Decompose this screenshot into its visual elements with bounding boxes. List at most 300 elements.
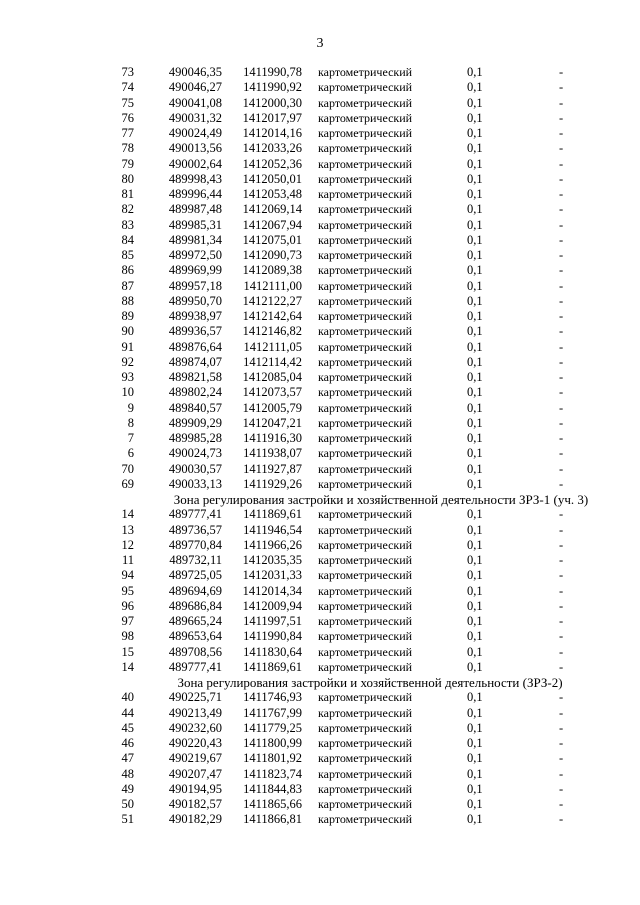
table-row [0,812,640,827]
coordinate-y: 1412053,48 [242,187,302,201]
coordinate-y: 1411990,84 [243,629,302,644]
coordinate-y: 1411865,66 [243,797,302,811]
dash-cell: - [559,110,564,125]
point-number: 85 [121,248,134,262]
dash-cell: - [559,126,564,140]
table-row [0,309,640,324]
accuracy-cell: 0,1 [467,797,483,811]
method-cell: картометрический [318,553,413,567]
table-row [0,568,640,583]
point-number: 79 [121,156,134,171]
coordinate-y: 1411830,64 [243,644,302,659]
coordinate-x: 490219,67 [168,751,222,766]
method-cell: картометрический [318,95,413,110]
method-cell: картометрический [318,385,413,400]
dash-cell: - [559,339,564,354]
coordinate-y: 1412114,42 [243,354,302,369]
coordinate-y: 1412111,05 [243,339,302,354]
table-row [0,294,640,309]
coordinate-y: 1411990,78 [243,65,302,79]
coordinate-x: 489665,24 [168,614,222,628]
method-cell: картометрический [318,797,413,811]
dash-cell: - [559,629,564,644]
table-row [0,782,640,797]
coordinate-x: 489802,24 [168,385,222,400]
table-row [0,340,640,355]
coordinate-x: 489972,50 [168,248,222,262]
accuracy-cell: 0,1 [467,812,483,827]
dash-cell: - [559,324,564,339]
coordinate-y: 1412090,73 [242,248,302,262]
coordinate-y: 1411946,54 [243,522,302,537]
method-cell: картометрический [318,705,413,720]
coordinate-x: 489694,69 [168,583,222,598]
method-cell: картометрический [318,568,413,583]
dash-cell: - [559,537,564,552]
table-row [0,187,640,202]
accuracy-cell: 0,1 [467,80,483,95]
method-cell: картометрический [318,629,413,644]
method-cell: картометрический [318,736,413,750]
zone-heading [0,492,640,507]
table-row [0,385,640,400]
method-cell: картометрический [318,690,413,705]
dash-cell: - [559,705,564,720]
accuracy-cell: 0,1 [467,324,483,339]
coordinate-y: 1411779,25 [243,720,302,735]
coordinate-x: 489950,70 [168,293,222,308]
point-number: 75 [121,95,134,110]
accuracy-cell: 0,1 [467,263,483,278]
accuracy-cell: 0,1 [467,583,483,598]
table-row [0,431,640,446]
point-number: 90 [121,324,134,339]
coordinate-y: 1411823,74 [243,766,302,781]
coordinate-y: 1412017,97 [242,110,302,125]
accuracy-cell: 0,1 [467,141,483,156]
coordinate-x: 489969,99 [168,263,222,278]
dash-cell: - [559,248,564,262]
method-cell: картометрический [318,400,413,415]
point-number: 80 [121,171,134,186]
method-cell: картометрический [318,126,413,140]
coordinate-x: 489876,64 [168,339,222,354]
coordinate-x: 490024,49 [168,126,222,140]
coordinate-y: 1411938,07 [243,446,302,461]
point-number: 82 [121,202,134,217]
method-cell: картометрический [318,583,413,598]
accuracy-cell: 0,1 [467,537,483,552]
accuracy-cell: 0,1 [467,110,483,125]
accuracy-cell: 0,1 [467,431,483,445]
table-row [0,599,640,614]
table-row [0,202,640,217]
point-number: 81 [121,187,134,201]
method-cell: картометрический [318,171,413,186]
accuracy-cell: 0,1 [467,339,483,354]
point-number: 50 [121,797,134,811]
dash-cell: - [559,659,564,674]
coordinate-y: 1412067,94 [242,217,302,232]
coordinate-y: 1412146,82 [242,324,302,339]
point-number: 91 [121,339,134,354]
table-row [0,416,640,431]
coordinate-x: 489770,84 [168,537,222,552]
method-cell: картометрический [318,431,413,445]
coordinate-x: 489732,11 [169,553,222,567]
coordinate-y: 1412073,57 [242,385,302,400]
point-number: 84 [121,232,134,247]
coordinate-x: 490031,32 [168,110,222,125]
dash-cell: - [559,95,564,110]
accuracy-cell: 0,1 [467,766,483,781]
table-row [0,141,640,156]
point-number: 14 [121,659,134,674]
accuracy-cell: 0,1 [467,400,483,415]
coordinate-y: 1411927,87 [243,461,302,476]
coordinate-x: 489957,18 [168,278,222,293]
coordinate-x: 489777,41 [168,659,222,674]
dash-cell: - [559,690,564,705]
coordinate-x: 489736,57 [168,522,222,537]
method-cell: картометрический [318,659,413,674]
method-cell: картометрический [318,309,413,323]
coordinate-x: 489874,07 [168,354,222,369]
table-row [0,721,640,736]
dash-cell: - [559,522,564,537]
point-number: 94 [121,568,134,583]
dash-cell: - [559,781,564,796]
coordinate-y: 1412009,94 [242,598,302,613]
point-number: 40 [121,690,134,705]
coordinate-x: 489777,41 [168,507,222,522]
dash-cell: - [559,415,564,430]
coordinate-x: 490232,60 [168,720,222,735]
accuracy-cell: 0,1 [467,568,483,583]
point-number: 70 [121,461,134,476]
table-row [0,248,640,263]
point-number: 92 [121,354,134,369]
accuracy-cell: 0,1 [467,309,483,323]
point-number: 95 [121,583,134,598]
point-number: 89 [121,309,134,323]
method-cell: картометрический [318,156,413,171]
table-row [0,736,640,751]
point-number: 8 [127,415,134,430]
coordinate-y: 1412142,64 [242,309,302,323]
table-row [0,96,640,111]
coordinate-x: 489708,56 [168,644,222,659]
accuracy-cell: 0,1 [467,446,483,461]
table-row [0,263,640,278]
table-row [0,538,640,553]
table-row [0,126,640,141]
accuracy-cell: 0,1 [467,553,483,567]
method-cell: картометрический [318,614,413,628]
coordinate-y: 1412075,01 [242,232,302,247]
accuracy-cell: 0,1 [467,126,483,140]
method-cell: картометрический [318,812,413,827]
table-row [0,797,640,812]
accuracy-cell: 0,1 [467,522,483,537]
method-cell: картометрический [318,217,413,232]
dash-cell: - [559,736,564,750]
table-row [0,645,640,660]
coordinate-y: 1412122,27 [242,293,302,308]
point-number: 45 [121,720,134,735]
table-row [0,370,640,385]
dash-cell: - [559,354,564,369]
table-row [0,80,640,95]
coordinate-y: 1411929,26 [243,476,302,491]
dash-cell: - [559,293,564,308]
coordinate-y: 1411990,92 [243,80,302,95]
method-cell: картометрический [318,766,413,781]
accuracy-cell: 0,1 [467,507,483,522]
dash-cell: - [559,507,564,522]
coordinate-x: 489985,28 [168,431,222,445]
method-cell: картометрический [318,446,413,461]
dash-cell: - [559,278,564,293]
table-row [0,446,640,461]
coordinate-x: 490182,29 [168,812,222,827]
point-number: 96 [121,598,134,613]
accuracy-cell: 0,1 [467,95,483,110]
method-cell: картометрический [318,537,413,552]
coordinate-x: 489996,44 [168,187,222,201]
method-cell: картометрический [318,644,413,659]
dash-cell: - [559,598,564,613]
method-cell: картометрический [318,187,413,201]
coordinate-y: 1412052,36 [242,156,302,171]
dash-cell: - [559,171,564,186]
accuracy-cell: 0,1 [467,705,483,720]
dash-cell: - [559,553,564,567]
coordinate-x: 489936,57 [168,324,222,339]
method-cell: картометрический [318,720,413,735]
accuracy-cell: 0,1 [467,202,483,217]
table-row [0,324,640,339]
coordinate-x: 490046,35 [168,65,222,79]
coordinate-y: 1411767,99 [243,705,302,720]
table-row [0,65,640,80]
coordinate-x: 490024,73 [168,446,222,461]
coordinate-y: 1412031,33 [242,568,302,583]
dash-cell: - [559,568,564,583]
method-cell: картометрический [318,202,413,217]
coordinate-x: 490041,08 [168,95,222,110]
dash-cell: - [559,583,564,598]
accuracy-cell: 0,1 [467,217,483,232]
coordinate-x: 490182,57 [168,797,222,811]
accuracy-cell: 0,1 [467,171,483,186]
coordinate-y: 1412014,34 [242,583,302,598]
accuracy-cell: 0,1 [467,232,483,247]
dash-cell: - [559,80,564,95]
accuracy-cell: 0,1 [467,354,483,369]
method-cell: картометрический [318,80,413,95]
point-number: 44 [121,705,134,720]
table-row [0,355,640,370]
coordinate-y: 1412033,26 [242,141,302,156]
dash-cell: - [559,812,564,827]
coordinate-x: 489686,84 [168,598,222,613]
coordinate-x: 489653,64 [168,629,222,644]
table-row [0,477,640,492]
point-number: 6 [127,446,134,461]
accuracy-cell: 0,1 [467,614,483,628]
coordinate-x: 489985,31 [168,217,222,232]
point-number: 10 [121,385,134,400]
coordinate-x: 490194,95 [168,781,222,796]
coordinate-y: 1411869,61 [243,659,302,674]
accuracy-cell: 0,1 [467,461,483,476]
method-cell: картометрический [318,141,413,156]
dash-cell: - [559,431,564,445]
method-cell: картометрический [318,781,413,796]
table-row [0,584,640,599]
coordinate-x: 489998,43 [168,171,222,186]
point-number: 83 [121,217,134,232]
dash-cell: - [559,370,564,384]
method-cell: картометрический [318,598,413,613]
table-row [0,767,640,782]
dash-cell: - [559,187,564,201]
point-number: 87 [121,278,134,293]
method-cell: картометрический [318,293,413,308]
dash-cell: - [559,263,564,278]
dash-cell: - [559,614,564,628]
coordinate-x: 490013,56 [168,141,222,156]
dash-cell: - [559,766,564,781]
point-number: 48 [121,766,134,781]
table-row [0,233,640,248]
method-cell: картометрический [318,370,413,384]
table-row [0,660,640,675]
dash-cell: - [559,461,564,476]
method-cell: картометрический [318,461,413,476]
accuracy-cell: 0,1 [467,644,483,659]
coordinate-x: 490030,57 [168,461,222,476]
table-row [0,553,640,568]
accuracy-cell: 0,1 [467,629,483,644]
coordinate-y: 1412111,00 [243,278,302,293]
table-row [0,111,640,126]
dash-cell: - [559,446,564,461]
coordinate-x: 490002,64 [168,156,222,171]
point-number: 7 [127,431,134,445]
point-number: 51 [121,812,134,827]
accuracy-cell: 0,1 [467,751,483,766]
method-cell: картометрический [318,476,413,491]
accuracy-cell: 0,1 [467,476,483,491]
accuracy-cell: 0,1 [467,659,483,674]
coordinate-x: 490220,43 [168,736,222,750]
method-cell: картометрический [318,751,413,766]
table-row [0,218,640,233]
accuracy-cell: 0,1 [467,156,483,171]
table-row [0,706,640,721]
coordinate-x: 490046,27 [168,80,222,95]
dash-cell: - [559,797,564,811]
coordinate-y: 1412085,04 [242,370,302,384]
dash-cell: - [559,644,564,659]
method-cell: картометрический [318,522,413,537]
coordinate-y: 1411800,99 [243,736,302,750]
coordinate-y: 1411746,93 [243,690,302,705]
coordinate-y: 1412035,35 [242,553,302,567]
point-number: 9 [127,400,134,415]
coordinate-y: 1411866,81 [243,812,302,827]
point-number: 69 [121,476,134,491]
coordinate-y: 1412000,30 [242,95,302,110]
point-number: 74 [121,80,134,95]
table-row [0,401,640,416]
coordinate-x: 489981,34 [168,232,222,247]
table-row [0,690,640,705]
accuracy-cell: 0,1 [467,385,483,400]
accuracy-cell: 0,1 [467,293,483,308]
method-cell: картометрический [318,248,413,262]
table-row [0,507,640,522]
dash-cell: - [559,217,564,232]
coordinate-x: 489840,57 [168,400,222,415]
coordinate-x: 490225,71 [168,690,222,705]
zone-heading-text: Зона регулирования застройки и хозяйственной деятельности (ЗРЗ-2) [177,675,563,690]
dash-cell: - [559,720,564,735]
coordinate-y: 1412014,16 [242,126,302,140]
table-row [0,614,640,629]
coordinate-y: 1412089,38 [242,263,302,278]
point-number: 88 [121,293,134,308]
dash-cell: - [559,65,564,79]
method-cell: картометрический [318,232,413,247]
point-number: 11 [121,553,134,567]
point-number: 76 [121,110,134,125]
point-number: 97 [121,614,134,628]
point-number: 86 [121,263,134,278]
dash-cell: - [559,202,564,217]
accuracy-cell: 0,1 [467,187,483,201]
accuracy-cell: 0,1 [467,248,483,262]
zone-heading-text: Зона регулирования застройки и хозяйственной деятельности ЗРЗ-1 (уч. 3) [173,492,589,507]
coordinate-y: 1412005,79 [242,400,302,415]
coordinate-y: 1411869,61 [243,507,302,522]
dash-cell: - [559,751,564,766]
coordinate-x: 489821,58 [168,370,222,384]
dash-cell: - [559,156,564,171]
coordinate-y: 1411844,83 [243,781,302,796]
dash-cell: - [559,400,564,415]
method-cell: картометрический [318,415,413,430]
point-number: 49 [121,781,134,796]
coordinate-y: 1411997,51 [243,614,302,628]
accuracy-cell: 0,1 [467,598,483,613]
method-cell: картометрический [318,110,413,125]
table-row [0,462,640,477]
point-number: 14 [121,507,134,522]
coordinate-x: 490033,13 [168,476,222,491]
coordinate-x: 489725,05 [168,568,222,583]
table-row [0,523,640,538]
table-row [0,157,640,172]
table-row [0,629,640,644]
method-cell: картометрический [318,354,413,369]
point-number: 13 [121,522,134,537]
coordinate-y: 1412047,21 [242,415,302,430]
point-number: 98 [121,629,134,644]
page-number: 3 [316,36,324,51]
